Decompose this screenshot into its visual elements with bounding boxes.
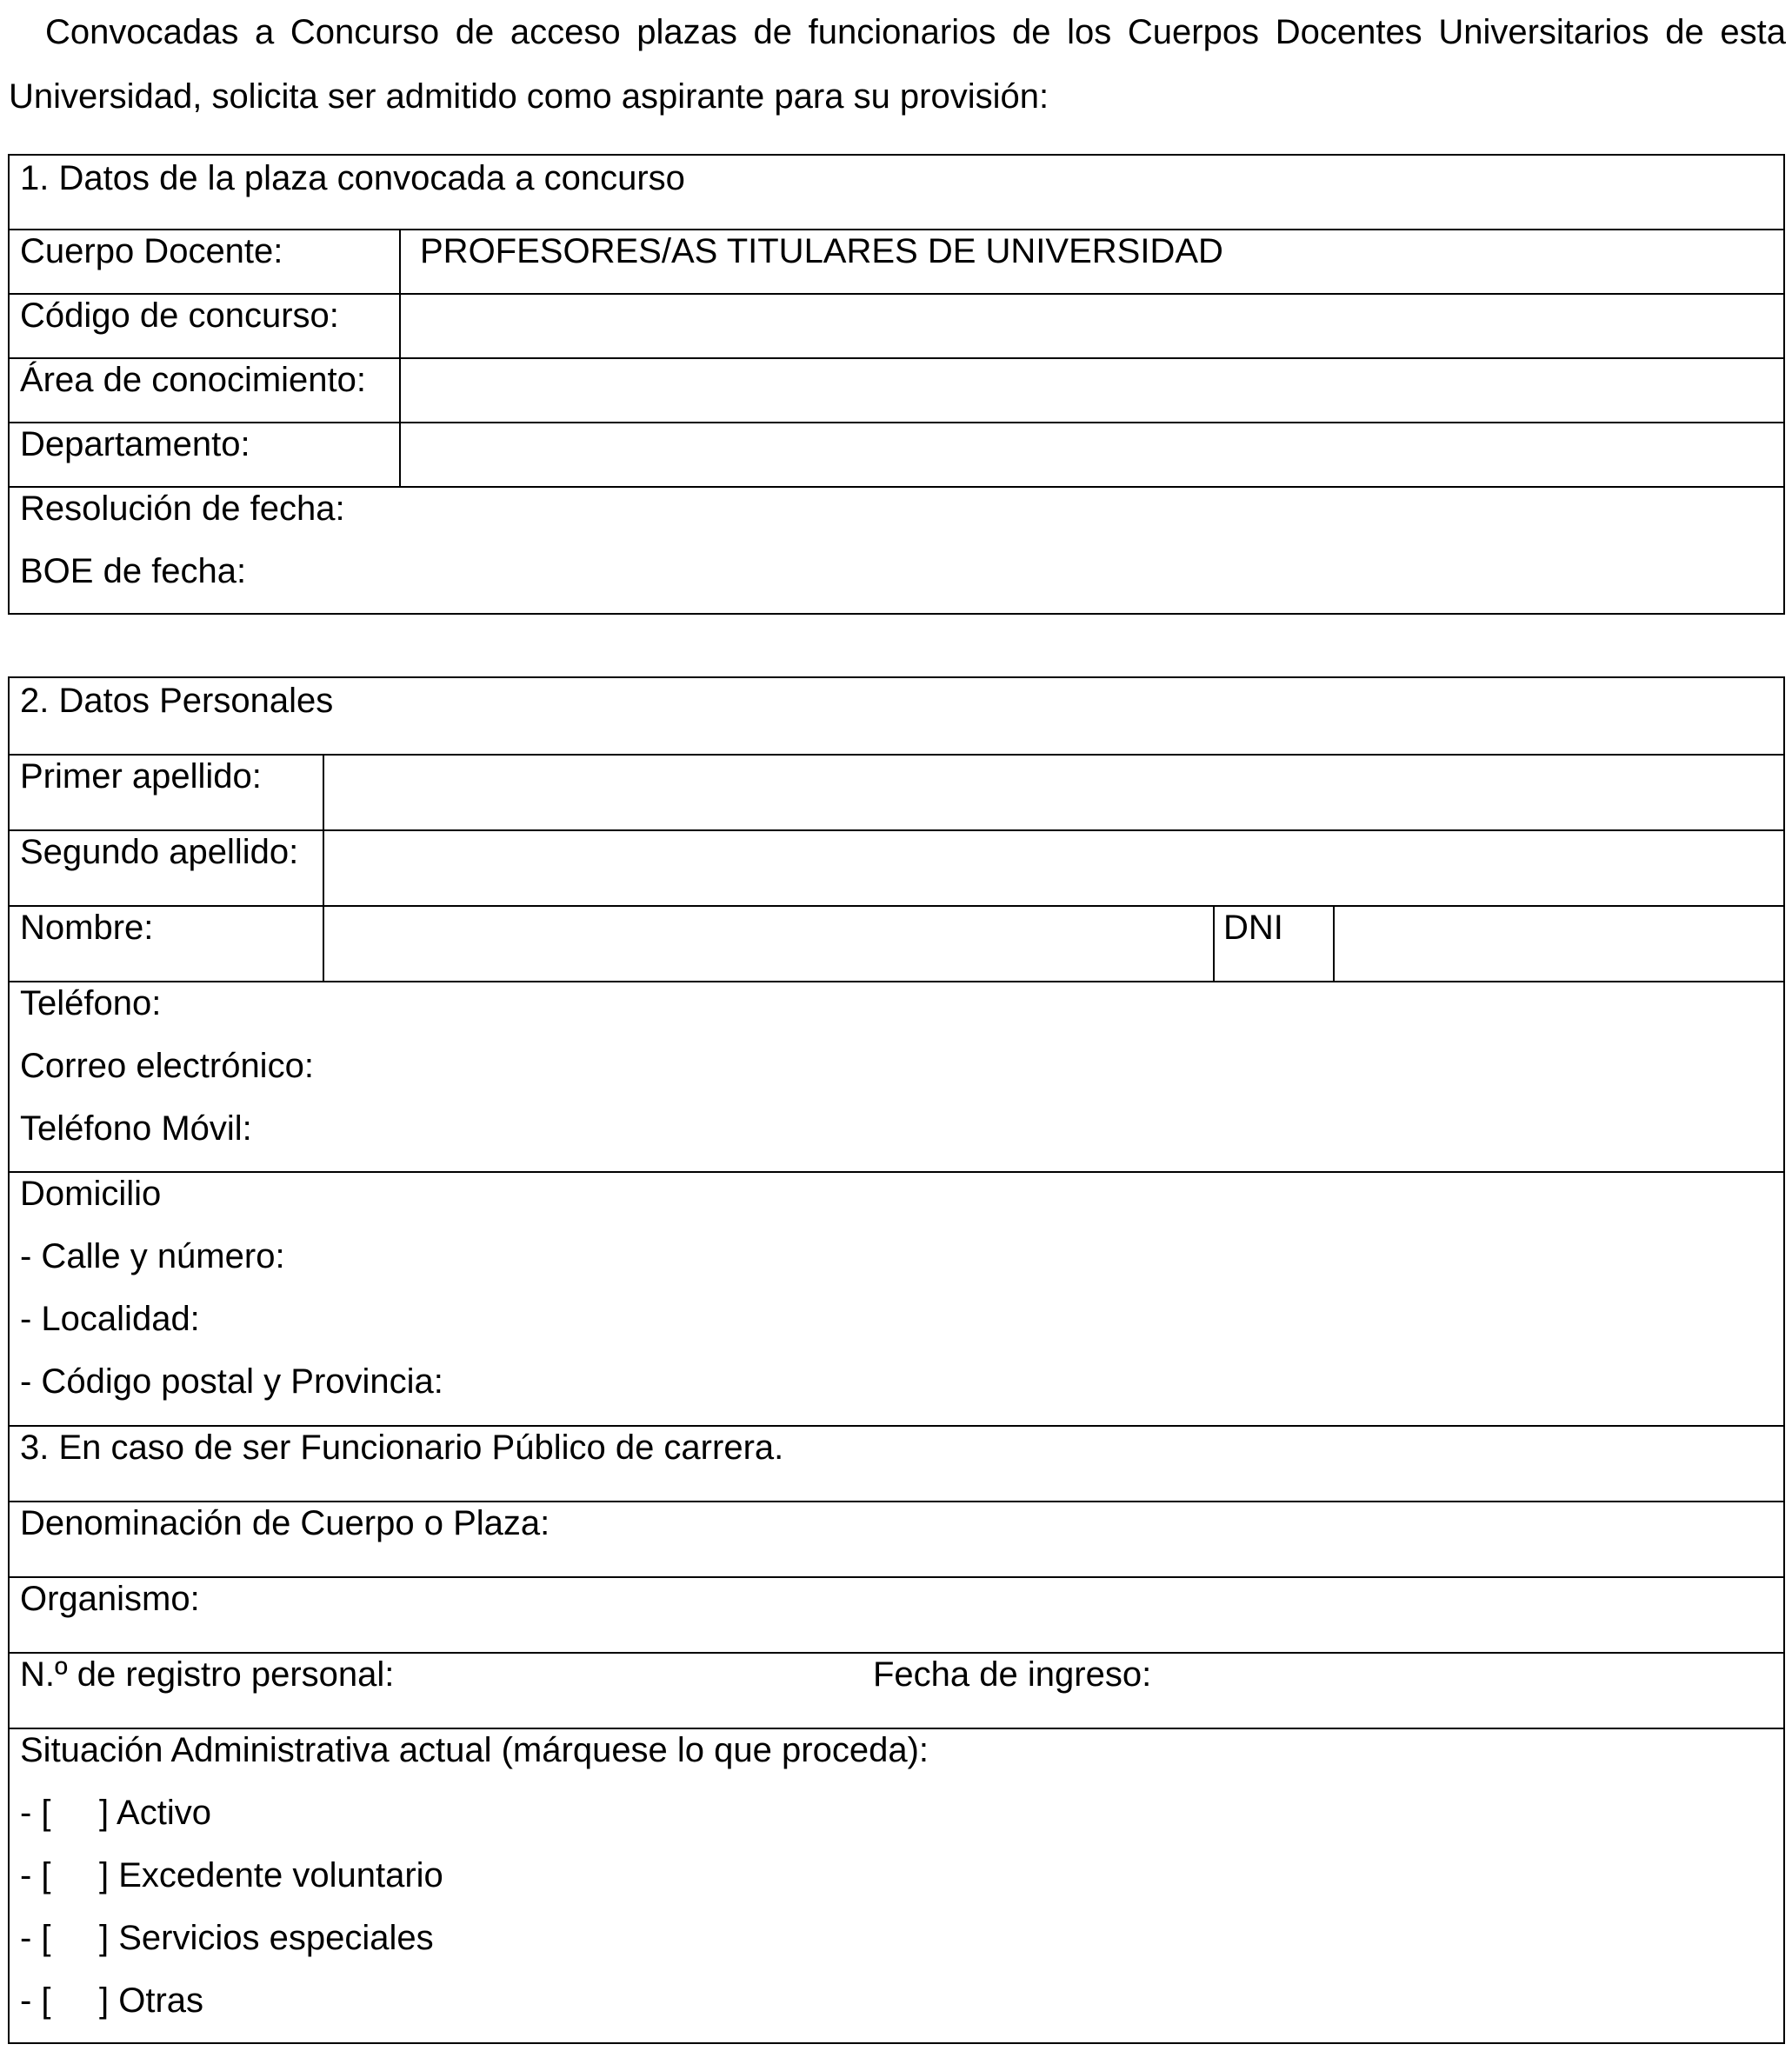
- checkbox-open-bracket: - [: [20, 1919, 51, 1957]
- intro-paragraph: [9, 0, 1786, 129]
- section-2-3-table: [8, 676, 1785, 2044]
- section-3-title: 3. En caso de ser Funcionario Público de carrera.: [20, 1428, 784, 1467]
- telefono-label: Teléfono:: [20, 984, 162, 1022]
- codigo-postal-label: - Código postal y Provincia:: [20, 1362, 443, 1401]
- checkbox-open-bracket: - [: [20, 1981, 51, 2020]
- checkbox-open-bracket: - [: [20, 1856, 51, 1895]
- nombre-label: Nombre:: [20, 909, 154, 947]
- segundo-apellido-field[interactable]: [326, 831, 1782, 903]
- denominacion-label: Denominación de Cuerpo o Plaza:: [20, 1504, 550, 1542]
- section-2-title: 2. Datos Personales: [20, 682, 334, 720]
- nombre-field[interactable]: [326, 907, 1211, 979]
- option-excedente-label: ] Excedente voluntario: [99, 1856, 443, 1895]
- checkbox-open-bracket: - [: [20, 1794, 51, 1832]
- option-otras-label: ] Otras: [99, 1981, 204, 2020]
- option-servicios-label: ] Servicios especiales: [99, 1919, 434, 1957]
- fecha-ingreso-label: Fecha de ingreso:: [873, 1655, 1152, 1694]
- calle-numero-label: - Calle y número:: [20, 1237, 285, 1275]
- dni-field[interactable]: [1336, 907, 1782, 979]
- cuerpo-docente-label: Cuerpo Docente:: [20, 232, 283, 270]
- intro-line-2: Universidad, solicita ser admitido como aspirante para su provisión:: [9, 77, 1049, 116]
- localidad-label: - Localidad:: [20, 1300, 200, 1338]
- telefono-movil-label: Teléfono Móvil:: [20, 1109, 252, 1148]
- resolucion-fecha-label: Resolución de fecha:: [20, 489, 345, 528]
- correo-label: Correo electrónico:: [20, 1047, 314, 1085]
- primer-apellido-field[interactable]: [326, 756, 1782, 828]
- situacion-administrativa-label: Situación Administrativa actual (márquese lo que proceda):: [20, 1731, 929, 1769]
- organismo-label: Organismo:: [20, 1580, 200, 1618]
- area-conocimiento-field[interactable]: [403, 359, 1783, 420]
- codigo-concurso-field[interactable]: [403, 295, 1783, 356]
- cuerpo-docente-value: PROFESORES/AS TITULARES DE UNIVERSIDAD: [420, 232, 1223, 270]
- registro-personal-label: N.º de registro personal:: [20, 1655, 395, 1694]
- dni-label: DNI: [1223, 909, 1283, 947]
- area-conocimiento-label: Área de conocimiento:: [20, 361, 367, 399]
- boe-fecha-label: BOE de fecha:: [20, 552, 247, 590]
- section-1-title: 1. Datos de la plaza convocada a concurso: [20, 159, 685, 197]
- option-activo-label: ] Activo: [99, 1794, 211, 1832]
- codigo-concurso-label: Código de concurso:: [20, 296, 339, 335]
- departamento-field[interactable]: [403, 423, 1783, 484]
- intro-line-1: Convocadas a Concurso de acceso plazas de funcionarios de los Cuerpos Docentes Universitarios de esta: [45, 13, 1786, 51]
- domicilio-label: Domicilio: [20, 1175, 162, 1213]
- section-1-table: [8, 154, 1785, 615]
- segundo-apellido-label: Segundo apellido:: [20, 833, 299, 871]
- departamento-label: Departamento:: [20, 425, 250, 463]
- primer-apellido-label: Primer apellido:: [20, 757, 262, 796]
